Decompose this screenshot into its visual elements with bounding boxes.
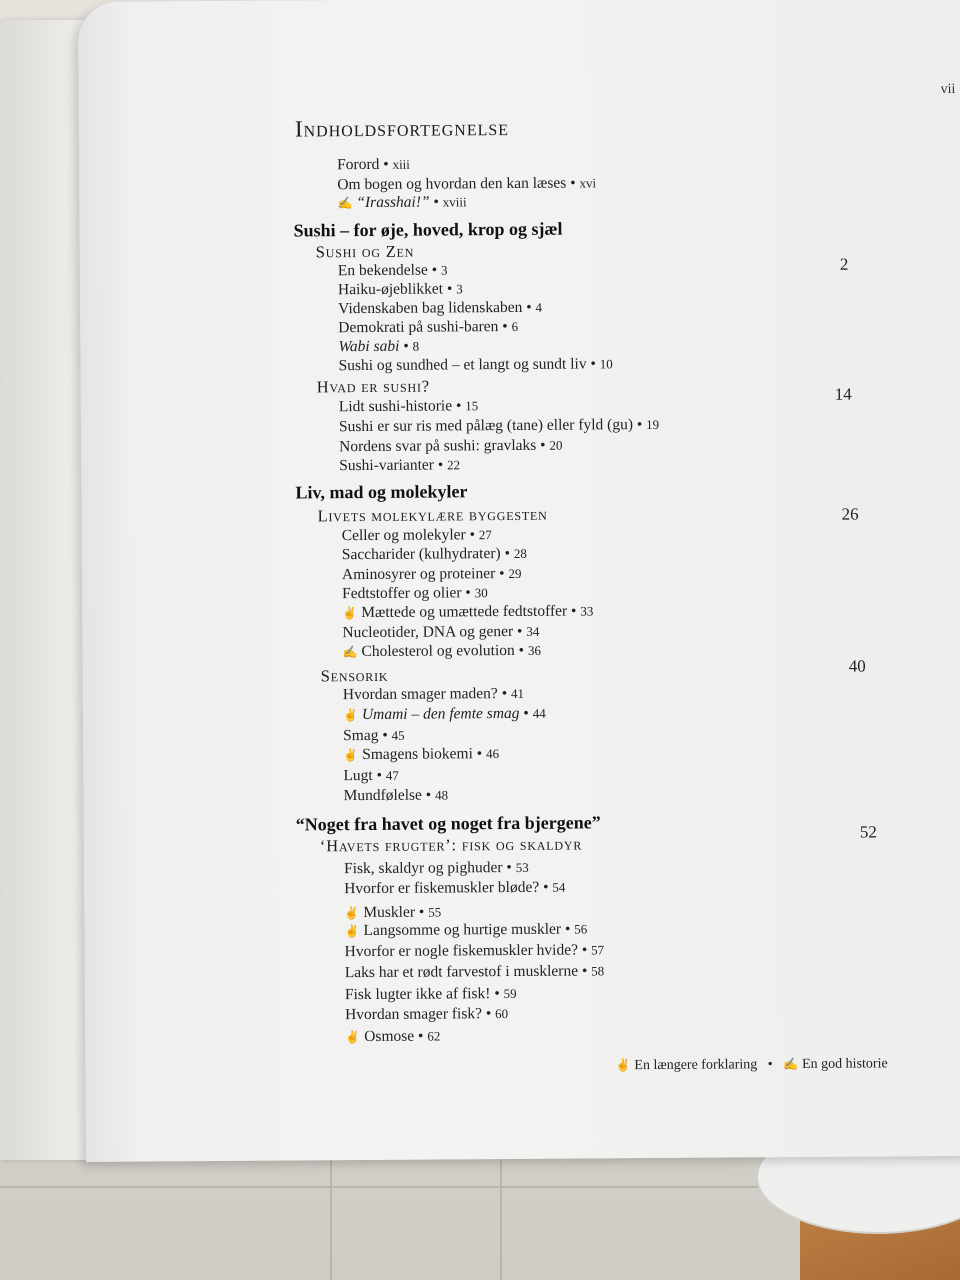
chapter-page: 40 [848,656,866,676]
part-title: Sushi – for øje, hoved, krop og sjæl [293,218,563,241]
toc-entry: Saccharider (kulhydrater) • 28 [341,544,527,564]
part-title: “Noget fra havet og noget fra bjergene” [295,812,601,835]
toc-entry: Fedtstoffer og olier • 30 [342,584,488,603]
explanation-icon: ✌ [344,924,360,939]
explanation-icon: ✌ [344,906,360,921]
chapter-page: 52 [859,822,877,842]
toc-entry: Hvorfor er fiskemuskler bløde? • 54 [344,878,566,898]
toc-entry: Mundfølelse • 48 [343,786,449,805]
explanation-icon: ✌ [615,1058,631,1073]
explanation-icon: ✌ [343,748,359,763]
story-icon: ✍ [783,1056,799,1072]
chapter-page: 2 [839,254,849,274]
toc-entry: ✌ Langsomme og hurtige muskler • 56 [344,920,588,940]
chapter-title: Livets molekylære byggesten [317,504,548,526]
toc-entry: Haiku-øjeblikket • 3 [337,280,463,299]
chapter-page: 14 [834,384,852,404]
chapter-title: Hvad er sushi? [316,376,430,397]
chapter-title: Sushi og Zen [315,241,415,262]
legend-story: En god historie [802,1056,888,1072]
toc-entry: ✍ Cholesterol og evolution • 36 [342,641,541,661]
chapter-page: 26 [841,504,859,524]
book-page [78,0,960,1162]
toc-entry: ✌ Osmose • 62 [345,1027,441,1046]
explanation-icon: ✌ [342,606,358,621]
toc-entry: Nordens svar på sushi: gravlaks • 20 [339,436,563,456]
toc-entry: Smag • 45 [343,726,405,745]
toc-entry: Wabi sabi • 8 [338,337,420,356]
toc-entry: ✌ Smagens biokemi • 46 [343,745,500,764]
page-number: vii [940,81,956,97]
chapter-title: ‘Havets frugter’: fisk og skaldyr [319,834,583,856]
toc-entry: Lidt sushi-historie • 15 [338,397,479,416]
toc-entry: Laks har et rødt farvestof i musklerne • 58 [344,962,605,982]
chapter-title: Sensorik [320,665,389,686]
toc-entry: Aminosyrer og proteiner • 29 [341,565,522,584]
toc-entry: Nucleotider, DNA og gener • 34 [342,622,540,642]
legend-separator: • [767,1057,773,1073]
toc-entry: Fisk lugter ikke af fisk! • 59 [344,985,517,1004]
legend-explanation: En længere forklaring [634,1057,758,1074]
symbol-legend [615,1056,887,1074]
story-icon: ✍ [337,196,353,211]
toc-entry: Forord • xiii [337,155,410,174]
toc-entry: Om bogen og hvordan den kan læses • xvi [337,174,597,194]
toc-entry: Hvorfor er nogle fiskemuskler hvide? • 57 [344,941,605,961]
toc-entry: Videnskaben bag lidenskaben • 4 [338,298,543,318]
toc-entry: Hvordan smager fisk? • 60 [345,1005,509,1024]
story-icon: ✍ [342,645,358,660]
plank-seam [500,1160,502,1280]
toc-entry: Fisk, skaldyr og pighuder • 53 [343,858,529,878]
explanation-icon: ✌ [342,708,358,723]
toc-entry: ✍ “Irasshai!” • xviii [337,193,467,212]
toc-entry: Sushi er sur ris med pålæg (tane) eller fyld (gu) • 19 [338,416,660,436]
toc-entry: ✌ Umami – den femte smag • 44 [342,704,546,724]
part-title: Liv, mad og molekyler [295,481,468,503]
toc-entry: En bekendelse • 3 [337,261,448,280]
plank-seam [330,1160,332,1280]
toc-entry: Celler og molekyler • 27 [341,526,492,545]
explanation-icon: ✌ [345,1030,361,1045]
toc-entry: ✌ Mættede og umættede fedtstoffer • 33 [342,602,594,622]
toc-entry: Sushi-varianter • 22 [339,456,461,475]
toc-entry: Demokrati på sushi-baren • 6 [338,317,519,337]
toc-entry: ✌ Muskler • 55 [344,903,442,922]
toc-entry: Sushi og sundhed – et langt og sundt liv • 10 [338,355,613,375]
toc-title: Indholdsfortegnelse [294,114,510,142]
toc-entry: Hvordan smager maden? • 41 [342,684,525,704]
toc-entry: Lugt • 47 [343,766,399,785]
